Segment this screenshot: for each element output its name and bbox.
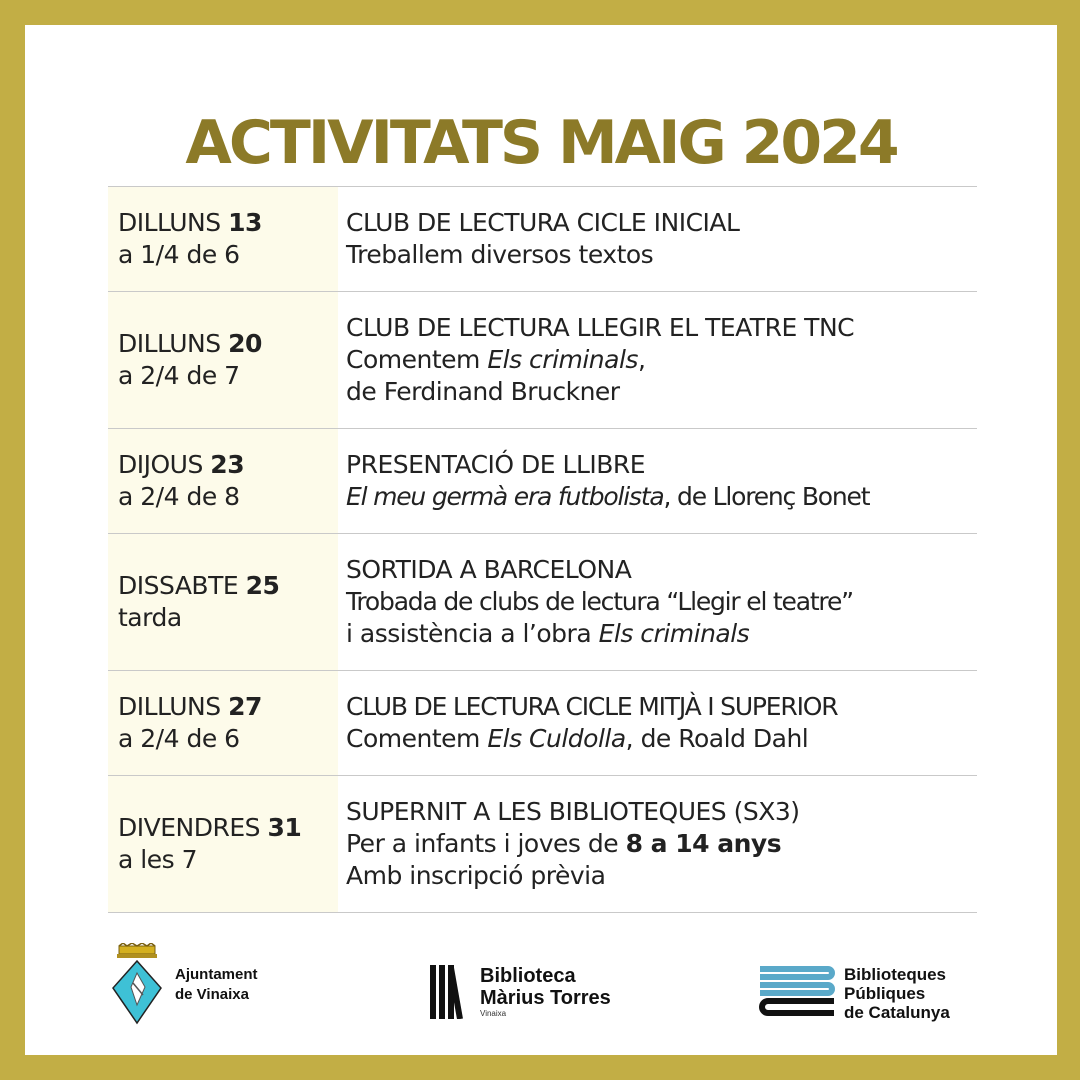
event-title: CLUB DE LECTURA CICLE MITJÀ I SUPERIOR <box>346 692 838 721</box>
page-title: ACTIVITATS MAIG 2024 <box>185 108 897 178</box>
ajuntament-name: Ajuntament <box>175 966 258 983</box>
biblioteca-name-2: Màrius Torres <box>480 987 611 1009</box>
event-detail-text: Per a infants i joves de <box>346 829 626 858</box>
event-title: PRESENTACIÓ DE LLIBRE <box>346 450 646 479</box>
bpc-name-1: Biblioteques <box>844 964 947 984</box>
event-description-cell <box>338 187 977 291</box>
event-detail <box>346 344 977 376</box>
event-time: a 2/4 de 8 <box>118 482 240 511</box>
event-day: DILLUNS <box>118 208 221 237</box>
biblioteca-town: Vinaixa <box>480 1009 507 1018</box>
event-row <box>108 671 977 776</box>
footer-logos <box>25 940 1057 1030</box>
event-detail <box>346 723 977 755</box>
event-day-number: 27 <box>228 692 262 721</box>
event-detail-text: , de Llorenç Bonet <box>663 482 870 511</box>
event-detail <box>346 828 977 860</box>
books-icon <box>430 965 470 1019</box>
event-date-cell <box>108 534 338 670</box>
poster-card <box>25 25 1057 1055</box>
biblioteca-logo <box>430 962 611 1022</box>
event-time: tarda <box>118 603 182 632</box>
event-description-cell <box>338 429 977 533</box>
ajuntament-town: de Vinaixa <box>175 986 249 1003</box>
event-description-cell <box>338 292 977 428</box>
coat-of-arms-icon <box>109 943 165 1027</box>
event-work-title: Els criminals <box>598 619 750 648</box>
event-detail <box>346 618 977 650</box>
event-age-range: 8 a 14 anys <box>625 829 782 858</box>
event-day: DILLUNS <box>118 692 221 721</box>
event-date-cell <box>108 776 338 912</box>
event-row <box>108 776 977 913</box>
event-row <box>108 292 977 429</box>
event-title: CLUB DE LECTURA CICLE INICIAL <box>346 208 740 237</box>
event-title: SUPERNIT A LES BIBLIOTEQUES (SX3) <box>346 797 800 826</box>
event-detail-text: , <box>637 345 646 374</box>
event-title: SORTIDA A BARCELONA <box>346 555 632 584</box>
event-row <box>108 187 977 292</box>
event-description-cell <box>338 534 977 670</box>
event-day-number: 31 <box>267 813 302 842</box>
event-title: CLUB DE LECTURA LLEGIR EL TEATRE TNC <box>346 313 855 342</box>
event-date-cell <box>108 292 338 428</box>
event-detail: de Ferdinand Bruckner <box>346 377 620 406</box>
event-detail-text: i assistència a l’obra <box>346 619 599 648</box>
biblioteca-name: Biblioteca <box>480 965 576 987</box>
event-time: a 2/4 de 6 <box>118 724 240 753</box>
event-detail-text: Comentem <box>346 724 488 753</box>
event-detail: Amb inscripció prèvia <box>346 861 606 890</box>
event-row <box>108 429 977 534</box>
bpc-name-2: Públiques <box>844 983 926 1003</box>
event-day-number: 23 <box>210 450 245 479</box>
event-date-cell <box>108 429 338 533</box>
event-day: DISSABTE <box>118 571 239 600</box>
event-detail-text: , de Roald Dahl <box>625 724 809 753</box>
event-time: a les 7 <box>118 845 197 874</box>
event-day: DIVENDRES <box>118 813 261 842</box>
event-description-cell <box>338 671 977 775</box>
event-description-cell <box>338 776 977 912</box>
event-row <box>108 534 977 671</box>
event-detail: Trobada de clubs de lectura “Llegir el teatre” <box>346 587 853 616</box>
event-time: a 1/4 de 6 <box>118 240 240 269</box>
event-work-title: Els criminals <box>487 345 638 374</box>
event-detail: Treballem diversos textos <box>346 240 654 269</box>
events-table <box>108 186 977 913</box>
event-date-cell <box>108 187 338 291</box>
ajuntament-logo <box>109 940 258 1030</box>
event-date-cell <box>108 671 338 775</box>
event-day: DIJOUS <box>118 450 203 479</box>
event-day-number: 13 <box>228 208 262 237</box>
bpc-logo <box>758 962 950 1024</box>
event-detail <box>346 481 977 513</box>
event-work-title: El meu germà era futbolista <box>346 482 664 511</box>
event-work-title: Els Culdolla <box>487 724 626 753</box>
event-day: DILLUNS <box>118 329 221 358</box>
event-detail-text: Comentem <box>346 345 488 374</box>
event-day-number: 20 <box>228 329 262 358</box>
bpc-name-3: de Catalunya <box>844 1002 950 1022</box>
open-book-icon <box>758 963 836 1023</box>
event-day-number: 25 <box>245 571 280 600</box>
event-time: a 2/4 de 7 <box>118 361 240 390</box>
